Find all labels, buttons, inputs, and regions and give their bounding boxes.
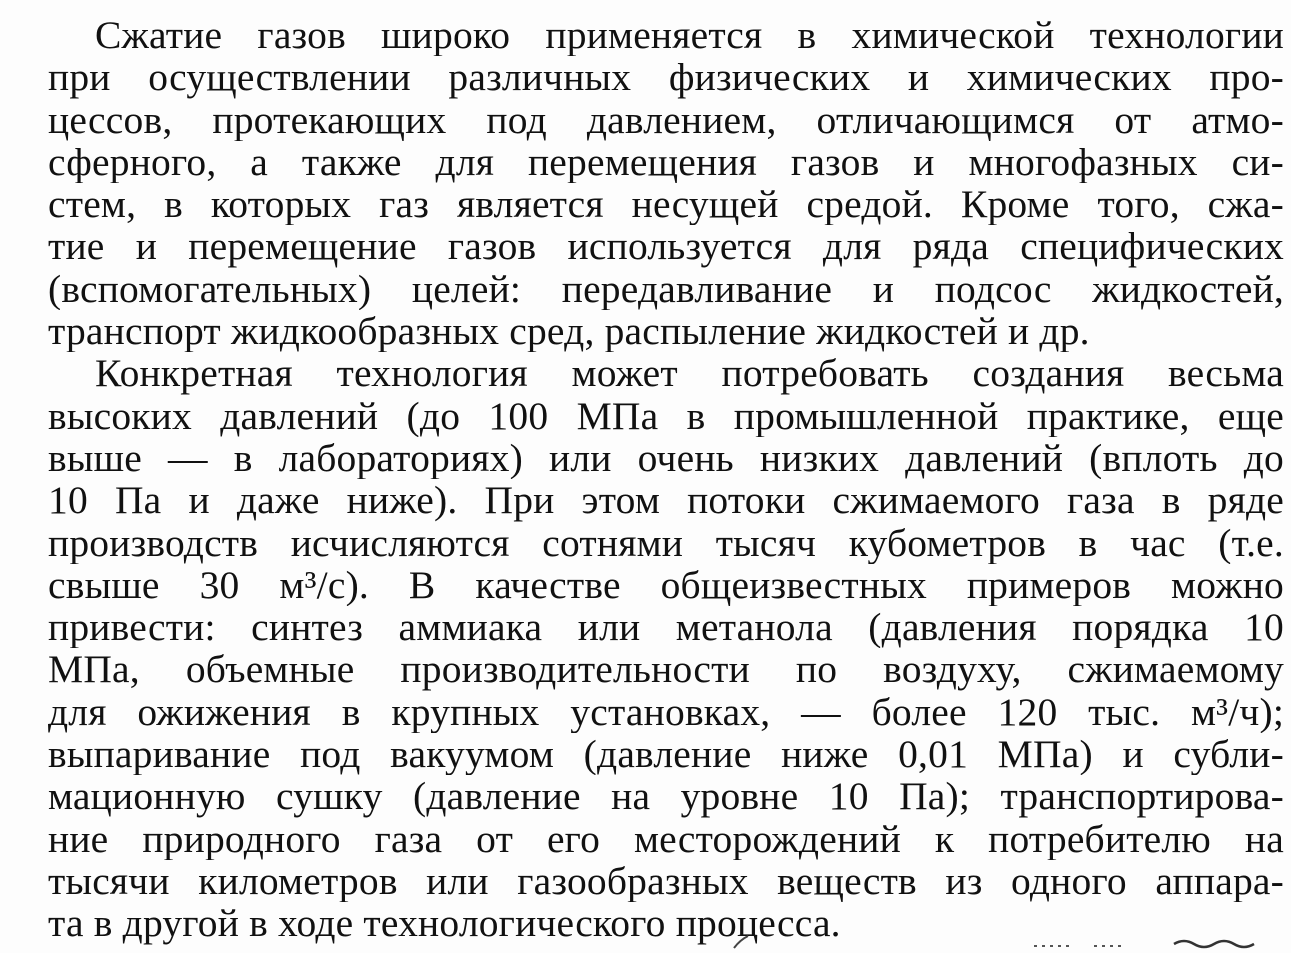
text-line: свыше 30 м³/с). В качестве общеизвестных примеров можно	[48, 563, 1284, 607]
text-line: производств исчисляются сотнями тысяч кубометров в час (т.е.	[48, 521, 1284, 564]
text-line: при осуществлении различных физических и химических про-	[48, 56, 1284, 99]
text-line: тие и перемещение газов используется для ряда специфических	[48, 225, 1284, 268]
text-line: цессов, протекающих под давлением, отличающимся от атмо-	[48, 98, 1284, 141]
text-line: выше — в лабораториях) или очень низких давлений (вплоть до	[48, 436, 1284, 480]
text-line: 10 Па и даже ниже). При этом потоки сжимаемого газа в ряде	[48, 479, 1284, 522]
text-line: та в другой в ходе технологического процесса.	[48, 902, 841, 945]
text-line: сферного, а также для перемещения газов и многофазных си-	[48, 140, 1284, 184]
paragraph-1	[48, 14, 1284, 352]
text-line: ние природного газа от его месторождений к потребителю на	[48, 817, 1284, 860]
text-line: привести: синтез аммиака или метанола (давления порядка 10	[48, 606, 1284, 649]
text-line: МПа, объемные производительности по воздуху, сжимаемому	[48, 648, 1284, 691]
body-text	[48, 14, 1284, 945]
text-line: Конкретная технология может потребовать создания весьма	[95, 352, 1284, 395]
text-line: стем, в которых газ является несущей средой. Кроме того, сжа-	[48, 183, 1284, 226]
text-line: высоких давлений (до 100 МПа в промышленной практике, еще	[48, 394, 1284, 437]
text-line: (вспомогательных) целей: передавливание и подсос жидкостей,	[48, 267, 1284, 311]
paragraph-2	[48, 352, 1284, 944]
text-line: мационную сушку (давление на уровне 10 Па); транспортирова-	[48, 775, 1284, 818]
text-line: Сжатие газов широко применяется в химической технологии	[95, 14, 1284, 57]
text-line: тысячи километров или газообразных веществ из одного аппара-	[48, 859, 1284, 903]
text-line: транспорт жидкообразных сред, распыление жидкостей и др.	[48, 310, 1090, 353]
text-line: для ожижения в крупных установках, — более 120 тыс. м³/ч);	[48, 690, 1284, 734]
text-line: выпаривание под вакуумом (давление ниже 0,01 МПа) и субли-	[48, 733, 1284, 776]
cut-off-next-line	[44, 930, 1284, 950]
